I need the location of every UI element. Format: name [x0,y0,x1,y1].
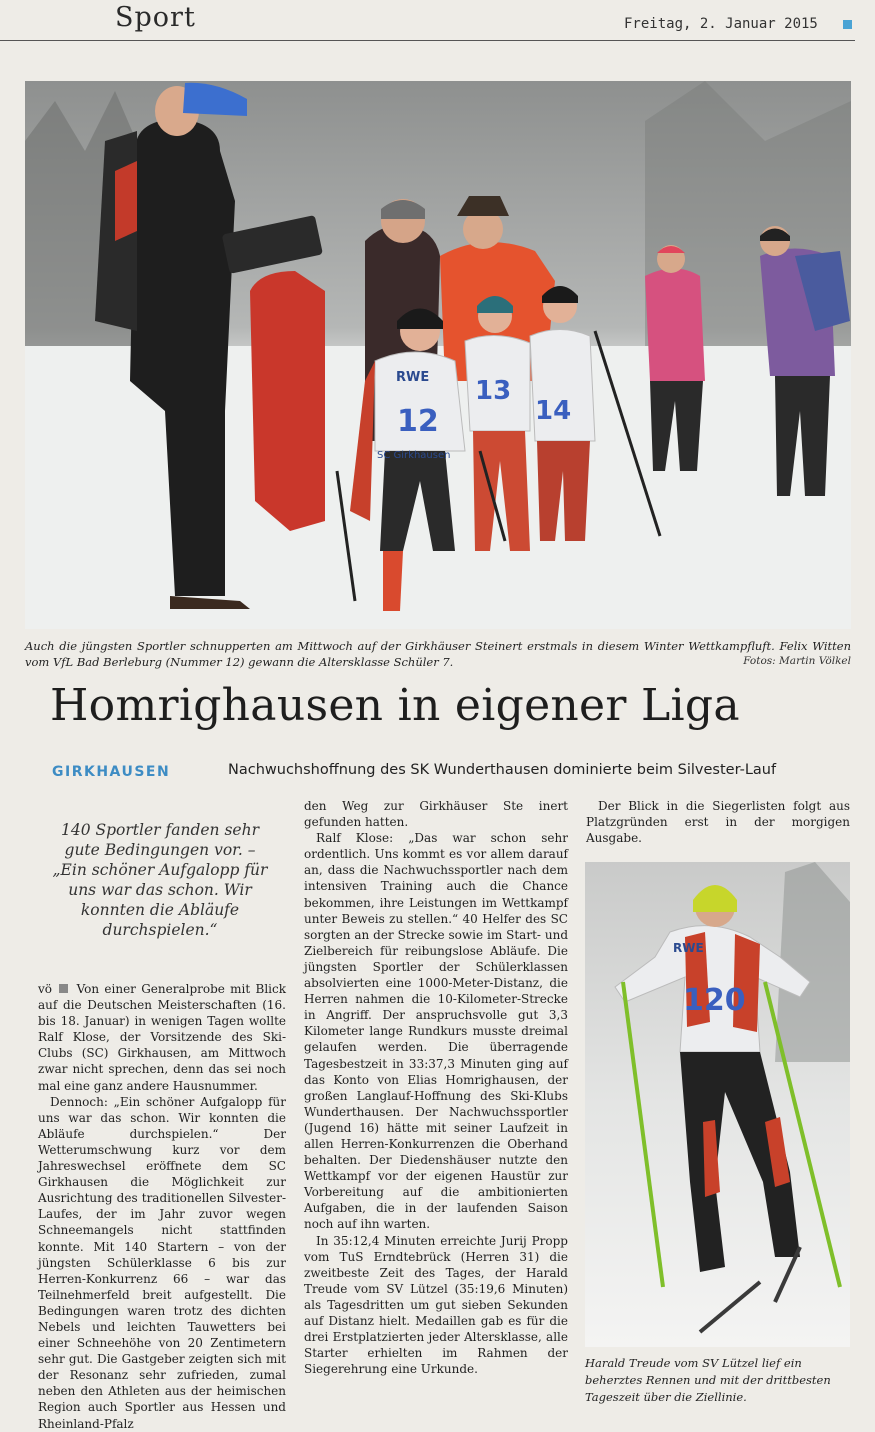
article-paragraph: Ralf Klose: „Das war schon sehr ordentlich. Uns kommt es vor allem darauf an, dass die Nachwuchssportler nach dem intensiven Training auch die Chance bekommen, ihre Leistungen im Wettkampf unter Beweis zu stellen.“ 40 Helfer des SC sorgten an der Strecke sowie im Start- und Zielbereich für reibungslose Abläufe. Die jüngsten Sportler der Schülerklassen absolvierten eine 1000-Meter-Distanz, die Herren nahmen die 10-Kilometer-Strecke in Angriff. Der anspruchsvolle gut 3,3 Kilometer lange Rundkurs musste dreimal gelaufen werden. Die überragende Tagesbestzeit in 33:37,3 Minuten ging auf das Konto von Elias Homrighausen, der großen Langlauf-Hoffnung des Ski-Klubs Wunderthausen. Der Nachwuchssportler (Jugend 16) hätte mit seiner Laufzeit in allen Herren-Konkurrenzen die Oberhand behalten. Der Diedenshäuser nutzte den Wettkampf vor der eigenen Haustür zur Vorbereitung auf die ambitionierten Aufgaben, die in der laufenden Saison noch auf ihn warten. [304,831,568,1232]
section-title: Sport [115,2,196,33]
svg-text:120: 120 [683,983,746,1018]
photo-credit: Fotos: Martin Völkel [743,655,851,667]
subheadline: Nachwuchshoffnung des SK Wunderthausen dominierte beim Silvester-Lauf [228,762,777,778]
article-paragraph: Der Blick in die Siegerlisten folgt aus Platzgründen erst in der morgigen Ausgabe. [586,799,850,846]
svg-text:RWE: RWE [396,370,430,385]
main-photo-caption: Auch die jüngsten Sportler schnupperten am Mittwoch auf der Girkhäuser Steinert erstmals in diesem Winter Wettkampfluft. Felix Witten vom VfL Bad Berleburg (Nummer 12) gewann die Altersklasse Schüler 7. [25,639,851,669]
issue-date: Freitag, 2. Januar 2015 [624,16,818,32]
side-photo-caption: Harald Treude vom SV Lützel lief ein beherztes Rennen und mit der drittbesten Tageszeit über die Ziellinie. [585,1356,831,1404]
svg-text:14: 14 [535,396,572,426]
header-divider [0,40,855,41]
article-paragraph: vö Von einer Generalprobe mit Blick auf die Deutschen Meisterschaften (16. bis 18. Januar) in wenigen Tagen wollte Ralf Klose, der Vorsitzende des Ski-Clubs (SC) Girkhausen, am Mittwoch zwar nicht sprechen, denn das sei noch mal eine ganz andere Hausnummer. [38,982,286,1093]
dateline: GIRKHAUSEN [52,764,171,780]
main-photo [25,81,851,629]
svg-text:SC Girkhausen: SC Girkhausen [377,450,451,461]
side-photo [585,862,850,1347]
article-column-1 [38,981,286,1432]
svg-text:13: 13 [475,376,512,406]
article-column-2 [304,798,568,1377]
article-paragraph: Dennoch: „Ein schöner Aufgalopp für uns war das schon. Wir konnten die Abläufe durchspielen.“ Der Wetterumschwung kurz vor dem Jahreswechsel eröffnete dem SC Girkhausen die Möglichkeit zur Ausrichtung des traditionellen Silvester-Laufes, der im Jahr zuvor wegen Schneemangels nicht stattfinden konnte. Mit 140 Startern – von der jüngsten Schülerklasse 6 bis zur Herren-Konkurrenz 66 – war das Teilnehmerfeld breit aufgestellt. Die Bedingungen waren trotz des dichten Nebels und leichten Tauwetters bei einer Schneehöhe von 20 Zentimetern sehr gut. Die Gastgeber zeigten sich mit der Resonanz sehr zufrieden, zumal neben den Athleten aus der heimischen Region auch Sportler aus Hessen und Rheinland-Pfalz [38,1094,286,1431]
article-paragraph: den Weg zur Girkhäuser Ste inert gefunden hatten. [304,799,568,830]
svg-text:12: 12 [397,404,439,439]
header-accent-square [843,20,852,29]
pull-quote: 140 Sportler fanden sehr gute Bedingungen vor. – „Ein schöner Aufgalopp für uns war das schon. Wir konnten die Abläufe durchspielen.“ [52,821,268,939]
svg-text:RWE: RWE [673,941,704,955]
article-paragraph: In 35:12,4 Minuten erreichte Jurij Propp vom TuS Erndtebrück (Herren 31) die zweitbeste Zeit des Tages, der Harald Treude vom SV Lützel (35:19,6 Minuten) als Tagesdritten um gut sieben Sekunden auf Distanz hielt. Medaillen gab es für die drei Erstplatzierten jeder Altersklasse, alle Starter erhielten im Rahmen der Siegerehrung eine Urkunde. [304,1233,568,1377]
article-column-3 [586,798,850,846]
headline: Homrighausen in eigener Liga [50,680,740,731]
author-marker-icon [59,984,68,993]
author-initials: vö [38,982,53,996]
